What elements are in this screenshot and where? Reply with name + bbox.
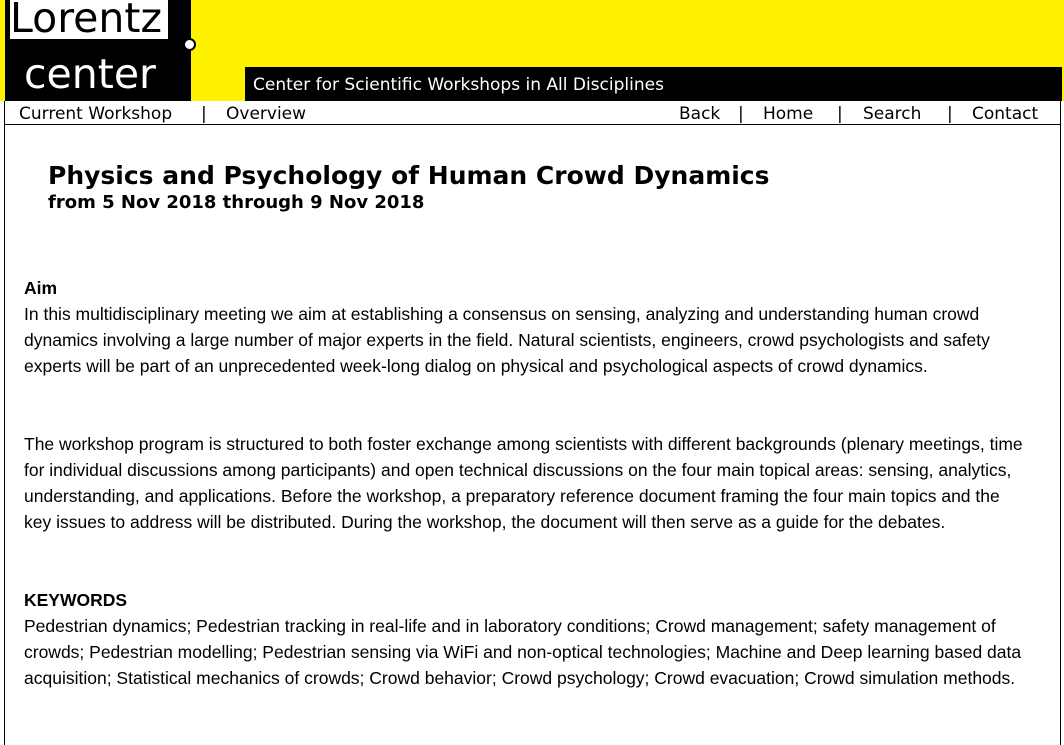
nav-separator: | [837,104,843,124]
nav-separator: | [947,104,953,124]
workshop-title: Physics and Psychology of Human Crowd Dynamics [48,161,770,190]
nav-link-home[interactable]: Home [763,104,814,124]
keywords-heading: KEYWORDS [24,590,128,610]
logo-dot-icon [183,38,196,51]
aim-paragraph: In this multidisciplinary meeting we aim at establishing a consensus on sensing, analyzing and understanding human crowd dynamics involving a large number of major experts in the field. Natural scientists, engineers, crowd psychologists and safety experts will be part of an unprecedented week-long dialog on physical and psychological aspects of crowd dynamics. [24,304,990,376]
keywords-text: Pedestrian dynamics; Pedestrian tracking in real-life and in laboratory conditions; Crowd management; safety management of crowds; Pedestrian modelling; Pedestrian sensing via WiFi and non-optical technologies; Machine and Deep learning based data acquisition; Statistical mechanics of crowds; Crowd behavior; Crowd psychology; Crowd evacuation; Crowd simulation methods. [24,616,1022,688]
nav-link-back[interactable]: Back [679,104,721,124]
site-logo[interactable] [5,0,191,101]
main-content [4,125,1061,745]
tagline-bar [245,67,1062,101]
nav-separator: | [738,104,744,124]
logo-word-lorentz: Lorentz [10,0,168,39]
site-tagline: Center for Scientific Workshops in All Disciplines [253,75,664,95]
nav-separator: | [201,104,207,124]
nav-link-current-workshop[interactable]: Current Workshop [19,104,173,124]
program-paragraph: The workshop program is structured to both foster exchange among scientists with different backgrounds (plenary meetings, time for individual discussions among participants) and open technical discussions on the four main topical areas: sensing, analytics, understanding, and applications. Before the workshop, a preparatory reference document framing the four main topics and the key issues to address will be distributed. During the workshop, the document will then serve as a guide for the debates. [24,434,1023,532]
logo-word-center: center [24,50,156,98]
aim-heading: Aim [24,278,58,298]
workshop-dates: from 5 Nov 2018 through 9 Nov 2018 [48,192,425,213]
nav-link-search[interactable]: Search [863,104,922,124]
nav-link-overview[interactable]: Overview [226,104,307,124]
nav-bar [4,101,1061,125]
site-header [0,0,1064,101]
nav-link-contact[interactable]: Contact [972,104,1039,124]
